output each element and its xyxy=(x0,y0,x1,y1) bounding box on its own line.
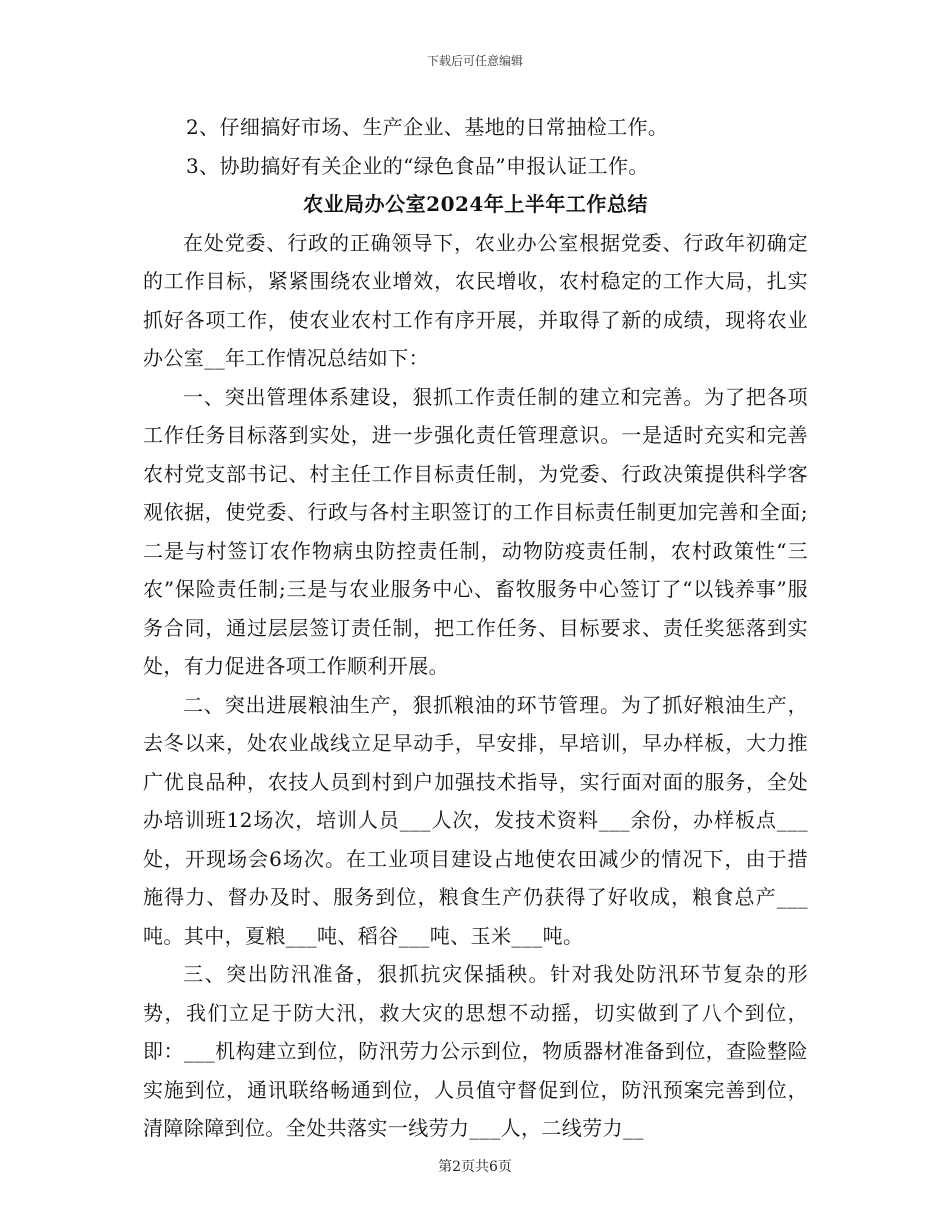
list-item: 3、协助搞好有关企业的“绿色食品”申报认证工作。 xyxy=(186,153,649,178)
paragraph-section-2: 二、突出进展粮油生产，狠抓粮油的环节管理。为了抓好粮油生产，去冬以来，处农业战线立足早动手，早安排，早培训，早办样板，大力推广优良品种，农技人员到村到户加强技术指导，实行面对面的服务，全处办培训班12场次，培训人员___人次，发技术资料___余份，办样板点___处，开现场会6场次。在工业项目建设占地使农田减少的情况下，由于措施得力、督办及时、服务到位，粮食生产仍获得了好收成，粮食总产___吨。其中，夏粮___吨、稻谷___吨、玉米___吨。 xyxy=(143,692,808,948)
list-item: 2、仔细搞好市场、生产企业、基地的日常抽检工作。 xyxy=(186,115,669,139)
page-footer: 第2页共6页 xyxy=(438,1159,512,1175)
paragraph-section-3: 三、突出防汛准备，狠抓抗灾保插秧。针对我处防汛环节复杂的形势，我们立足于防大汛，救大灾的思想不动摇，切实做到了八个到位，即：___机构建立到位，防汛劳力公示到位，物质器材准备到位，查险整险实施到位，通讯联络畅通到位，人员值守督促到位，防汛预案完善到位，清障除障到位。全处共落实一线劳力___人，二线劳力__ xyxy=(143,962,808,1140)
paragraph-intro: 在处党委、行政的正确领导下，农业办公室根据党委、行政年初确定的工作目标，紧紧围绕农业增效，农民增收，农村稳定的工作大局，扎实抓好各项工作，使农业农村工作有序开展，并取得了新的成绩，现将农业办公室__年工作情况总结如下： xyxy=(143,230,808,370)
paragraph-section-1: 一、突出管理体系建设，狠抓工作责任制的建立和完善。为了把各项工作任务目标落到实处，进一步强化责任管理意识。一是适时充实和完善农村党支部书记、村主任工作目标责任制，为党委、行政决策提供科学客观依据，使党委、行政与各村主职签订的工作目标责任制更加完善和全面;二是与村签订农作物病虫防控责任制，动物防疫责任制，农村政策性“三农”保险责任制;三是与农业服务中心、畜牧服务中心签订了“以钱养事”服务合同，通过层层签订责任制，把工作任务、目标要求、责任奖惩落到实处，有力促进各项工作顺利开展。 xyxy=(143,384,808,678)
document-body xyxy=(143,108,808,1148)
document-title: 农业局办公室2024年上半年工作总结 xyxy=(303,192,648,216)
page-header: 下载后可任意编辑 xyxy=(426,54,523,68)
